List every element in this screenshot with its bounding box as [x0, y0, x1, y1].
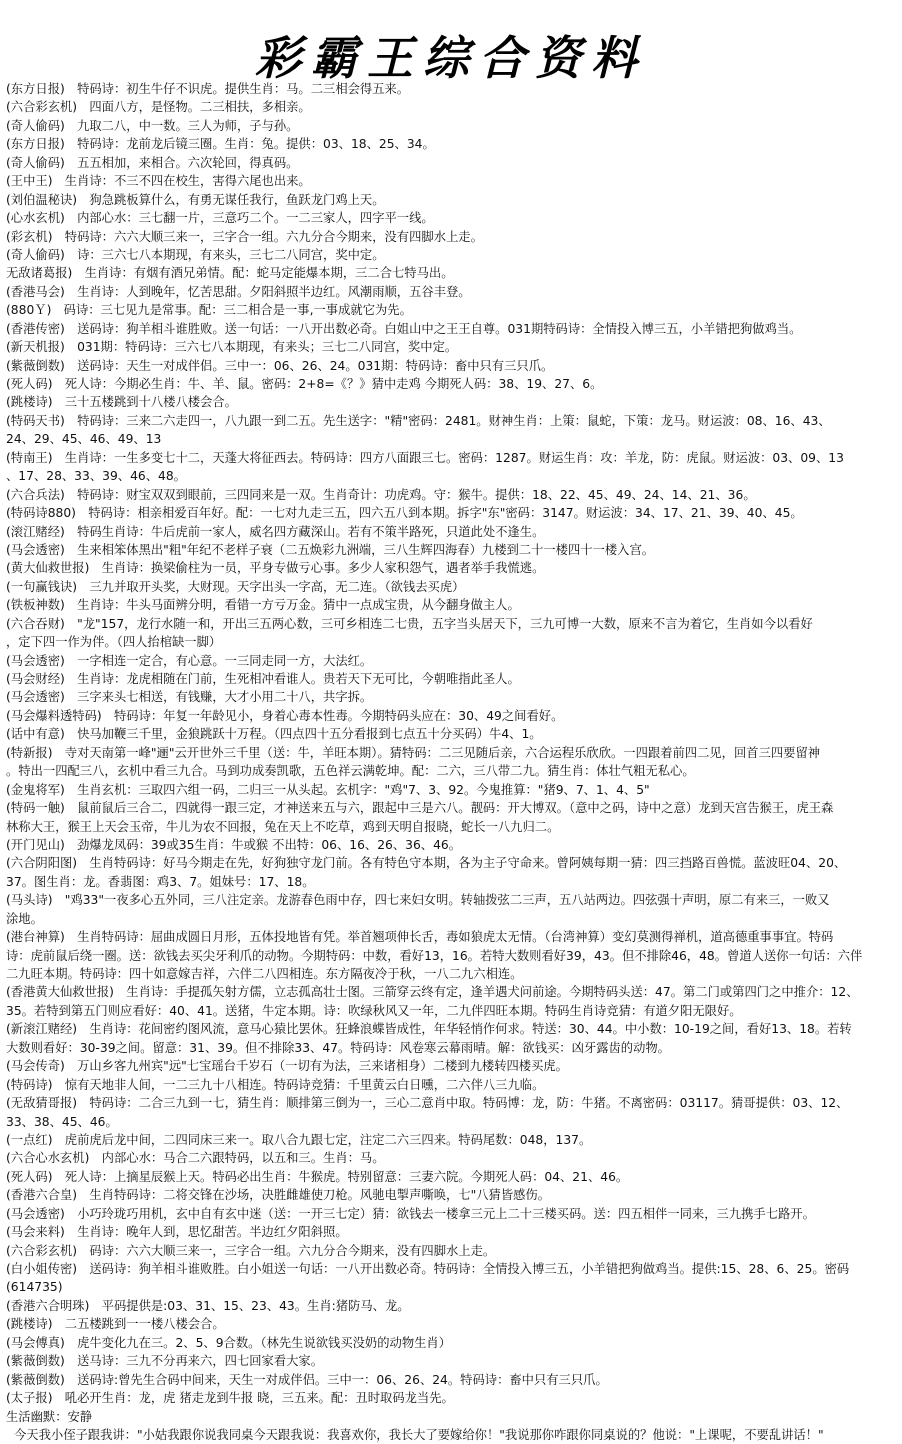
text-line: (开门见山) 劲爆龙凤码：39或35生肖：牛或猴 不出特：06、16、26、36、46。: [6, 837, 462, 852]
text-line: 33、38、45、46。: [6, 1114, 118, 1129]
text-line: (黄大仙救世报) 生肖诗：换梁偷柱为一员，平身专做亏心事。多少人家积怨气，遇者举手我慌逃。: [6, 561, 545, 576]
text-line: (白小姐传密) 送码诗：狗羊相斗谁败胜。白小姐送一句话：一八开出数必奇。特码诗：全情投入博三五，小羊错把狗做鸡当。提供:15、28、6、25。密码: [6, 1262, 850, 1276]
text-line: (特码一触) 鼠前鼠后三合二，四就得一跟三定，才神送来五与六，跟起中三是六八。靓码：开大博双。（意中之码，诗中之意）龙到天宫告猴王，虎王森: [6, 801, 834, 816]
text-line: (心水玄机) 内部心水：三七翻一片，三意巧二个。一二三家人，四字平一线。: [6, 211, 434, 226]
text-line: (六合吞财) "龙"157，龙行水随一和，开出三五两心数，三可乡相连二七贵，五字当头居天下，三九可博一大数，原来不言为着它，生肖如今以看好: [6, 616, 813, 631]
text-line: (无敌猜哥报) 特码诗：二合三九到一七，猜生肖：顺排第三倒为一，三心二意肖中取。特码博：龙，防：牛猪。不离密码：03117。猜哥提供：03、12、: [6, 1096, 849, 1111]
text-line: (一句赢钱诀) 三九并取开头奖，大财现。天字出头一字高，无二连。（欲钱去买虎）: [6, 579, 465, 594]
text-line: (六合彩玄机) 四面八方，是怪物。二三相扶，多相亲。: [6, 100, 311, 115]
text-line: (特码诗880) 特码诗：相亲相爱百年好。配：一七对九走三五，四六五八到本期。拆字"东"密码：3147。财运波：34、17、21、39、40、45。: [6, 506, 803, 521]
text-line: (新滚江赌经) 生肖诗：花间密约图风流，意马心猿比罢休。狂蜂浪蝶皆成性，年华轻悄作何求。特送：30、44。中小数：10-19之间，看好13、18。若转: [6, 1022, 852, 1037]
text-line: (特南王) 生肖诗：一生多变七十二，天蓬大将征西去。特码诗：四方八面跟三七。密码：1287。财运生肖：攻：羊龙，防：虎鼠。财运波：03、09、13: [6, 450, 844, 465]
text-line: 、17、28、33、39、46、48。: [6, 469, 186, 484]
text-line: (紫薇倒数) 送马诗：三九不分再来六，四七回家看大家。: [6, 1354, 324, 1369]
text-line: (马会透密) 小巧玲珑巧用机，玄中自有玄中迷（送：一开三七定）猜：欲钱去一楼拿三元上二十三楼买码。送：四五相伴一同来，三九携手七路开。: [6, 1206, 815, 1221]
text-line: (王中王) 生肖诗：不三不四在校生，害得六尾也出来。: [6, 174, 311, 189]
text-line: (马会透密) 三字来头七相送，有钱赚，大才小用二十八，共字拆。: [6, 690, 373, 705]
text-line: (六合彩玄机) 码诗：六六大顺三来一，三字合一组。六九分合今期来，没有四脚水上走。: [6, 1243, 496, 1258]
text-line: (奇人偷码) 九取二八，中一数。三人为师，子与孙。: [6, 118, 299, 133]
text-line: (奇人偷码) 五五相加，来相合。六次轮回，得真码。: [6, 155, 299, 170]
text-line: (铁板神数) 生肖诗：牛头马面辨分明，看错一方亏万金。猜中一点成宝贵，从今翻身做主人。: [6, 598, 520, 613]
text-line: (特码天书) 特码诗：三来二六走四一，八九跟一到二五。先生送字："精"密码：2481。财神生肖：上策：鼠蛇，下策：龙马。财运波：08、16、43、: [6, 413, 831, 428]
text-line: (紫薇倒数) 送码诗：天生一对成伴侣。三中一：06、26、24。031期：特码诗：畜中只有三只爪。: [6, 358, 554, 373]
text-line: (新天机报) 031期：特码诗：三六七八本期现，有来头；三七二八同宫，奖中定。: [6, 340, 458, 355]
text-line: (特新报) 寺对天南第一峰"逦"云开世外三千里（送：牛，羊旺本期）。猜特码：二三见随后亲，六合运程乐欣欣。一四跟着前四二见，回首三四要留神: [6, 745, 821, 760]
page-title: 彩霸王综合资料: [255, 31, 647, 85]
text-line: (滚江赌经) 特码生肖诗：牛后虎前一家人，威名四方藏深山。若有不策半路死，只道此处不逢生。: [6, 524, 545, 539]
text-line: 35。若特到第五门则应看好：40、41。送猪，牛定本期。诗：吹绿秋风又一年，二九伴四旺本期。特码生肖诗竞猜：有道夕阳无限好。: [6, 1003, 742, 1018]
text-line: ，定下四一作为伴。（四人抬棺缺一脚）: [6, 635, 222, 650]
text-line: (马会传奇) 万山乡客九州宾"远"七宝瑶台千岁石（一切有为法，三来诸相身）二楼到九楼转四楼买虎。: [6, 1059, 568, 1074]
text-line: 诗：虎前鼠后绕一圈。送：欲钱去买尖牙利爪的动物。今期特码：中数，看好13，16。若特大数则看好39，43。但不排除46，48。曾道人送你一句话：六伴: [6, 948, 863, 963]
text-line: (香港六合皇) 生肖特码诗：二将交锋在沙场，决胜雌雄使刀枪。风驰电掣声嘶唤，七"八猜皆感伤。: [6, 1188, 551, 1203]
text-line: 今天我小侄子跟我讲："小姑我跟你说我同桌今天跟我说：我喜欢你，我长大了要嫁给你！"我说那你咋跟你同桌说的？他说："上课呢，不要乱讲话！": [14, 1427, 824, 1442]
text-line: (六合心水玄机) 内部心水：马合二六跟特码，以五和三。生肖：马。: [6, 1151, 385, 1166]
text-line: 24、29、45、46、49、13: [6, 432, 162, 447]
text-line: (马会来料) 生肖诗：晚年人到，思忆甜苦。半边红夕阳斜照。: [6, 1225, 348, 1240]
text-line: (东方日报) 特码诗：初生牛仔不识虎。提供生肖：马。二三相会得五来。: [6, 82, 410, 96]
text-line: (死人码) 死人诗：今期必生肖：牛、羊、鼠。密码：2+8=《？》猜中走鸡 今期死人码：38、19、27、6。: [6, 377, 603, 391]
text-line: (六合阴阳图) 生肖特码诗：好马今期走在先，好狗独守龙门前。各有特色守本期，各为主子守命来。曾阿姨每期一猜：四三挡路百兽慌。蓝波旺04、20、: [6, 856, 847, 871]
text-line: (跳楼诗) 三十五楼跳到十八楼八楼会合。: [6, 395, 237, 410]
text-line: 林称大王，猴王上天会玉帝，牛儿为农不回报，兔在天上不吃草，鸡到天明自报晓，蛇长一八九归二。: [6, 819, 560, 834]
text-line: (太子报) 吼必开生肖：龙，虎 猪走龙到牛报 晓，三五来。配：丑时取码龙当先。: [6, 1391, 454, 1406]
text-line: (紫薇倒数) 送码诗:曾先生合码中间来，天生一对成伴侣。三中一：06、26、24。特码诗：畜中只有三只爪。: [6, 1372, 608, 1387]
text-line: (金鬼将军) 生肖玄机：三取四六组一码，二归三一从头起。玄机字："鸡"7、3、92。今鬼推算："猪9、7、1、4、5": [6, 782, 650, 797]
text-line: (马会透密) 生来相笨体黑出"粗"年纪不老样子衰（二五焕彩九洲端，三八生辉四海春）九楼到二十一楼四十一楼入宫。: [6, 542, 655, 557]
text-line: (一点红) 虎前虎后龙中间，二四同床三来一。取八合九跟七定，注定二六三四来。特码尾数：048，137。: [6, 1132, 592, 1147]
text-line: (东方日报) 特码诗：龙前龙后镜三圈。生肖：兔。提供：03、18、25、34。: [6, 137, 435, 152]
text-line: 大数则看好：30-39之间。留意：31、39。但不排除33、47。特码诗：风卷寒云幕雨晴。解：欲钱买：凶牙露齿的动物。: [6, 1040, 670, 1055]
text-line: (马会傅真) 虎牛变化九在三。2、5、9合数。（林先生说欲钱买没奶的动物生肖）: [6, 1335, 452, 1350]
text-line: (奇人偷码) 诗：三六七八本期现，有来头，三七二八同宫，奖中定。: [6, 247, 385, 262]
text-line: (马头诗) "鸡33"一夜多心五外同，三八注定亲。龙游春色雨中存，四七来妇女明。转轴拨弦二三声，五八站两边。四弦强十声明，原二有来三，一败又: [6, 893, 830, 908]
text-line: 涂地。: [6, 911, 43, 926]
text-line: 二九旺本期。特码诗：四十如意嫁吉祥，六伴二八四相连。东方隔夜冷于秋，一八二九六相连。: [6, 967, 523, 981]
text-line: 生活幽默：安静: [6, 1409, 93, 1424]
text-line: (香港传密) 送码诗：狗羊相斗谁胜败。送一句话：一八开出数必奇。白姐山中之王王自尊。031期特码诗：全情投入博三五，小羊错把狗做鸡当。: [6, 321, 802, 336]
text-line: (港台神算) 生肖特码诗：屈曲成圆日月形，五体投地皆有凭。举首翘项伸长舌，毒如狼虎太无情。（台湾神算）变幻莫测得禅机，道高德重事事宜。特码: [6, 930, 834, 945]
text-line: 。特出一四配三八，玄机中看三九合。马到功成奏凯歌，五色祥云满乾坤。配：二六，三八带二九。猜生肖：体壮气粗无私心。: [6, 764, 695, 779]
text-line: (香港马会) 生肖诗：人到晚年，忆苦思甜。夕阳斜照半边红。风潮雨顺，五谷丰登。: [6, 284, 471, 299]
text-line: 37。图生肖：龙。香翡图：鸡3、7。姐妹号：17、18。: [6, 874, 315, 889]
text-line: (跳楼诗) 二五楼跳到一一楼八楼会合。: [6, 1317, 225, 1332]
text-line: (彩玄机) 特码诗：六六大顺三来一，三字合一组。六九分合今期来，没有四脚水上走。: [6, 229, 483, 244]
text-line: (马会透密) 一字相连一定合，有心意。一三同走同一方，大法红。: [6, 653, 373, 668]
text-line: (香港黄大仙救世报) 生肖诗：手提孤矢射方儒，立志孤高壮士图。三箭穿云终有定，逢羊遇犬问前途。今期特码头送：47。第二门或第四门之中推介：12、: [6, 985, 859, 1000]
text-line: (死人码) 死人诗：上摘星辰猴上天。特码必出生肖：牛猴虎。特别留意：三妻六院。今期死人码：04、21、46。: [6, 1169, 629, 1184]
text-line: (话中有意) 快马加鞭三千里，金狼跳跃十万程。（四点四十五分看报到七点五十分买码）牛4、1。: [6, 727, 542, 742]
text-body: [6, 80, 898, 1444]
text-line: (六合兵法) 特码诗：财宝双双到眼前，三四同来是一双。生肖奇计：功虎鸡。守：猴牛。提供：18、22、45、49、24、14、21、36。: [6, 487, 756, 502]
text-line: 无敌诸葛报) 生肖诗：有烟有酒兄弟情。配：蛇马定能爆本期，三二合七特马出。: [6, 266, 454, 281]
text-line: (香港六合明珠) 平码提供是:03、31、15、23、43。生肖:猪防马、龙。: [6, 1298, 410, 1313]
text-line: (特码诗) 惊有天地非人间，一二三九十八相连。特码诗竞猜：千里黄云白日曛，二六伴八三九临。: [6, 1077, 545, 1092]
text-line: (880Ｙ) 码诗：三七见九是常事。配：三二相合是一事,一事成就它为先。: [6, 303, 412, 318]
text-line: (马会财经) 生肖诗：龙虎相随在门前，生死相冲看谁人。贵若天下无可比，今朝唯指此圣人。: [6, 672, 520, 686]
text-line: (刘伯温秘诀) 狗急跳板算什么，有勇无谋任我行，鱼跃龙门鸡上天。: [6, 192, 385, 207]
text-line: (614735): [6, 1280, 63, 1295]
text-line: (马会爆料透特码) 特码诗：年复一年龄见小，身着心毒本性毒。今期特码头应在：30、49之间看好。: [6, 708, 564, 723]
